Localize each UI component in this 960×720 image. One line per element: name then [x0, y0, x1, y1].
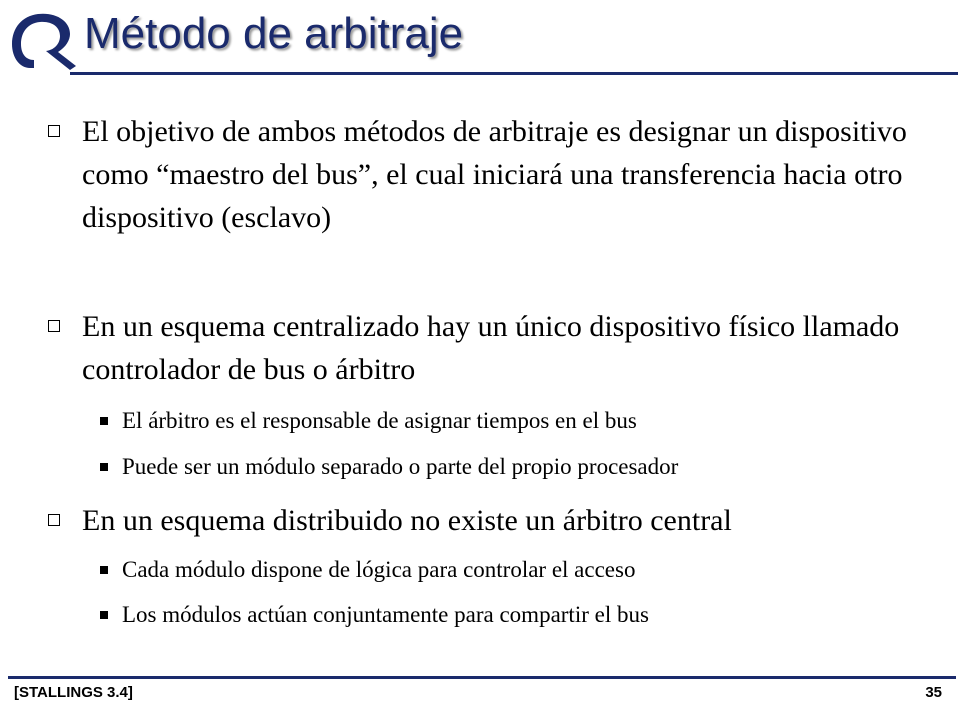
bullet-text: En un esquema centralizado hay un único dispositivo físico llamado controlador de bus o árbitro [82, 310, 900, 386]
sub-bullet-icon [100, 417, 108, 425]
footer-divider [8, 676, 956, 679]
bullet-text: El objetivo de ambos métodos de arbitraje es designar un dispositivo como “maestro del bus”, el cual iniciará una transferencia hacia otro dispositivo (esclavo) [82, 115, 907, 234]
sub-bullet-text: Cada módulo dispone de lógica para controlar el acceso [122, 557, 636, 582]
sub-bullet-icon [100, 463, 108, 471]
bullet-text: En un esquema distribuido no existe un árbitro central [82, 504, 732, 537]
sub-bullet-text: Puede ser un módulo separado o parte del propio procesador [122, 454, 679, 479]
footer-reference: [STALLINGS 3.4] [14, 684, 133, 701]
sub-bullet-icon [100, 566, 108, 574]
page-number: 35 [925, 684, 942, 701]
sub-bullet-icon [100, 611, 108, 619]
title-divider [70, 72, 958, 75]
slide-title: Método de arbitraje [84, 9, 464, 58]
bullet-icon [48, 125, 60, 137]
sub-bullet-text: Los módulos actúan conjuntamente para compartir el bus [122, 602, 649, 627]
logo-icon [8, 10, 78, 72]
bullet-icon [48, 320, 60, 332]
bullet-icon [48, 514, 60, 526]
sub-bullet-text: El árbitro es el responsable de asignar tiempos en el bus [122, 408, 637, 433]
